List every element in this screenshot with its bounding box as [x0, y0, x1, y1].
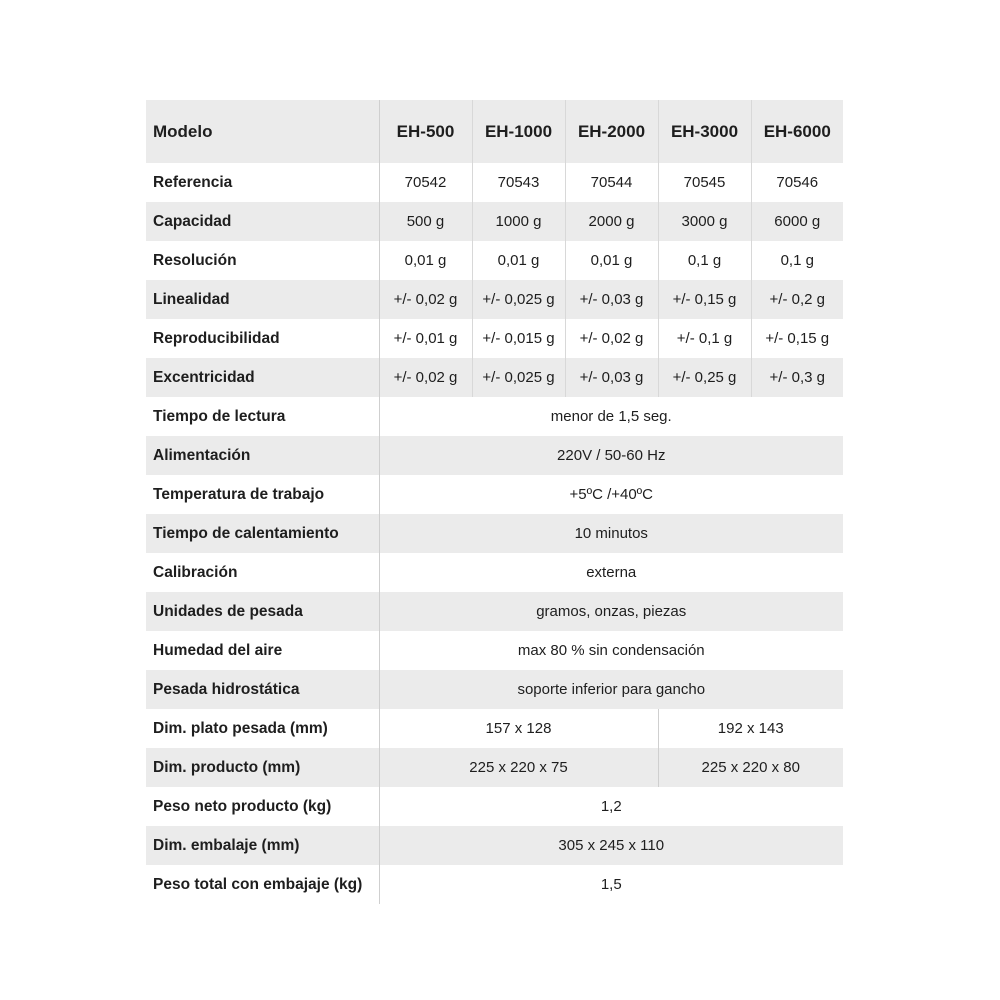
shared-cell: soporte inferior para gancho: [379, 670, 843, 709]
model-eh-6000: EH-6000: [751, 100, 843, 163]
row-dim-producto: [146, 748, 843, 787]
row-linealidad: [146, 280, 843, 319]
cell: +/- 0,15 g: [751, 319, 843, 358]
cell: 70542: [404, 174, 447, 191]
row-humedad: [146, 631, 843, 670]
row-peso-neto: [146, 787, 843, 826]
cell: +/- 0,1 g: [658, 319, 751, 358]
row-reproducibilidad: [146, 319, 843, 358]
row-label: Humedad del aire: [146, 631, 379, 670]
shared-cell: max 80 % sin condensación: [517, 642, 705, 659]
shared-cell: menor de 1,5 seg.: [550, 408, 672, 425]
row-label: Referencia: [146, 163, 379, 202]
cell: +/- 0,02 g: [379, 358, 472, 397]
header-label: Modelo: [146, 100, 379, 163]
cell: 500 g: [379, 202, 472, 241]
group-cell-small-models: 157 x 128: [485, 720, 552, 737]
cell: +/- 0,15 g: [658, 280, 751, 319]
shared-cell: 10 minutos: [379, 514, 843, 553]
cell: +/- 0,01 g: [393, 330, 458, 347]
shared-cell: 220V / 50-60 Hz: [379, 436, 843, 475]
spec-table: [146, 100, 843, 904]
cell: 0,1 g: [658, 241, 751, 280]
row-excentricidad: [146, 358, 843, 397]
cell: 70545: [658, 163, 751, 202]
row-capacidad: [146, 202, 843, 241]
cell: 70544: [565, 163, 658, 202]
row-label: Capacidad: [146, 202, 379, 241]
cell: +/- 0,03 g: [565, 358, 658, 397]
shared-cell: 1,5: [600, 876, 622, 893]
row-label: Excentricidad: [146, 358, 379, 397]
cell: 70543: [472, 163, 565, 202]
row-peso-total: [146, 865, 843, 904]
group-cell-large-models: 192 x 143: [658, 709, 843, 748]
row-label: Temperatura de trabajo: [146, 475, 379, 514]
row-label: Tiempo de lectura: [146, 397, 379, 436]
model-eh-2000: EH-2000: [565, 100, 658, 163]
shared-cell: externa: [586, 564, 637, 581]
row-label: Pesada hidrostática: [146, 670, 379, 709]
cell: +/- 0,02 g: [379, 280, 472, 319]
cell: +/- 0,2 g: [751, 280, 843, 319]
group-cell-large-models: 225 x 220 x 80: [658, 748, 843, 787]
cell: 1000 g: [472, 202, 565, 241]
row-label: Dim. producto (mm): [146, 748, 379, 787]
cell: 3000 g: [658, 202, 751, 241]
header-row: [146, 100, 843, 163]
cell: +/- 0,025 g: [472, 358, 565, 397]
row-label: Tiempo de calentamiento: [146, 514, 379, 553]
row-dim-embalaje: [146, 826, 843, 865]
shared-cell: +5ºC /+40ºC: [569, 486, 653, 503]
cell: +/- 0,3 g: [751, 358, 843, 397]
row-pesada-hidrostatica: [146, 670, 843, 709]
shared-cell: 305 x 245 x 110: [379, 826, 843, 865]
row-label: Dim. embalaje (mm): [146, 826, 379, 865]
row-label: Calibración: [146, 553, 379, 592]
row-label: Peso neto producto (kg): [146, 787, 379, 826]
cell: +/- 0,015 g: [472, 319, 565, 358]
row-label: Linealidad: [146, 280, 379, 319]
cell: 2000 g: [565, 202, 658, 241]
cell: 0,01 g: [565, 241, 658, 280]
shared-cell: gramos, onzas, piezas: [379, 592, 843, 631]
row-referencia: [146, 163, 843, 202]
group-cell-small-models: 225 x 220 x 75: [379, 748, 658, 787]
shared-cell: 1,2: [600, 798, 622, 815]
model-eh-1000: EH-1000: [472, 100, 565, 163]
row-label: Reproducibilidad: [146, 319, 379, 358]
row-dim-plato: [146, 709, 843, 748]
cell: 70546: [751, 163, 843, 202]
cell: +/- 0,03 g: [565, 280, 658, 319]
row-label: Alimentación: [146, 436, 379, 475]
cell: +/- 0,02 g: [565, 319, 658, 358]
cell: 0,1 g: [751, 241, 843, 280]
row-calentamiento: [146, 514, 843, 553]
row-unidades: [146, 592, 843, 631]
cell: +/- 0,025 g: [472, 280, 565, 319]
cell: 6000 g: [751, 202, 843, 241]
row-label: Peso total con embajaje (kg): [146, 865, 379, 904]
model-eh-500: EH-500: [379, 100, 472, 163]
row-calibracion: [146, 553, 843, 592]
row-alimentacion: [146, 436, 843, 475]
cell: 0,01 g: [404, 252, 447, 269]
row-tiempo-lectura: [146, 397, 843, 436]
row-label: Unidades de pesada: [146, 592, 379, 631]
cell: 0,01 g: [472, 241, 565, 280]
row-temperatura: [146, 475, 843, 514]
row-label: Resolución: [146, 241, 379, 280]
row-resolucion: [146, 241, 843, 280]
model-eh-3000: EH-3000: [658, 100, 751, 163]
cell: +/- 0,25 g: [658, 358, 751, 397]
row-label: Dim. plato pesada (mm): [146, 709, 379, 748]
